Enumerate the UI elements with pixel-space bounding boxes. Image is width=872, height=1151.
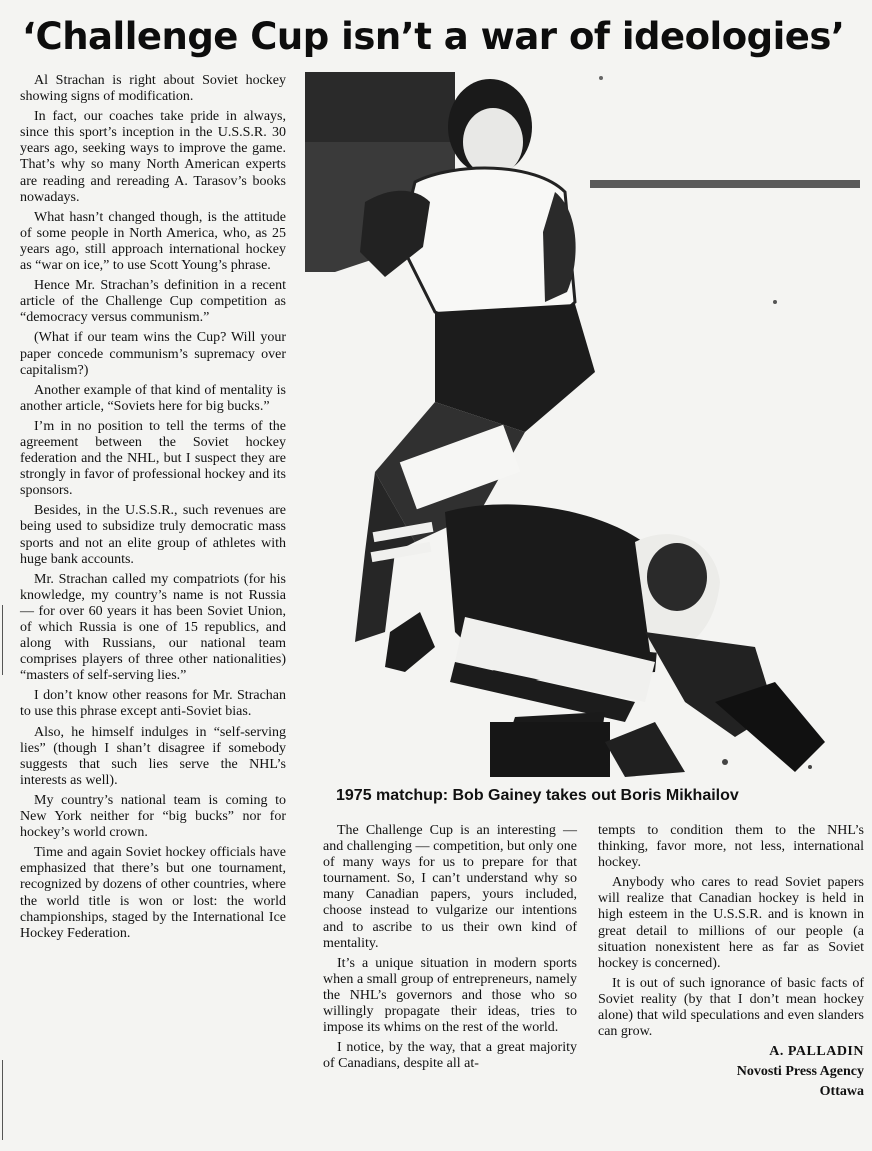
- paragraph: (What if our team wins the Cup? Will your paper concede communism’s supremacy over capitalism?): [20, 330, 286, 378]
- paragraph: Another example of that kind of mentality is another article, “Soviets here for big bucks.”: [20, 382, 286, 414]
- paragraph: It is out of such ignorance of basic facts of Soviet reality (by that I don’t mean hockey alone) that wild speculations and even slanders can grow.: [598, 975, 864, 1040]
- paragraph: Time and again Soviet hockey officials have emphasized that there’s but one tournament, recognized by dozens of other countries, where the world title is won or lost: the world championships, staged by the International Ice Hockey Federation.: [20, 845, 286, 941]
- paragraph: Also, he himself indulges in “self-serving lies” (though I shan’t disagree if somebody suggests that such lies serve the NHL’s interests as well).: [20, 724, 286, 788]
- headline: ‘Challenge Cup isn’t a war of ideologies’: [22, 15, 845, 58]
- author-name: A. PALLADIN: [769, 1044, 864, 1060]
- hockey-players-illustration: [305, 72, 865, 782]
- paragraph: In fact, our coaches take pride in always, since this sport’s inception in the U.S.S.R. 30 years ago, seeking ways to improve the game. That’s why so many North American experts are reading and rereading A. Tarasov’s books nowadays.: [20, 109, 286, 205]
- paragraph: What hasn’t changed though, is the attitude of some people in North America, who, as 25 years ago, still approach international hockey as “war on ice,” to use Scott Young’s phrase.: [20, 209, 286, 274]
- photo-caption: 1975 matchup: Bob Gainey takes out Boris Mikhailov: [336, 787, 739, 804]
- paragraph: I don’t know other reasons for Mr. Strachan to use this phrase except anti-Soviet bias.: [20, 688, 286, 720]
- paragraph: Mr. Strachan called my compatriots (for his knowledge, my country’s name is not Russia — for over 60 years it has been Soviet Union, of which Russia is one of 15 republics, and along with Russians, our national team comprises players of three other nationalities) “masters of self-serving lies.”: [20, 571, 286, 684]
- paragraph: It’s a unique situation in modern sports when a small group of entrepreneurs, namely the NHL’s governors and those who so willingly propagate their ideas, tries to impose its whims on the rest of the world.: [323, 955, 577, 1036]
- margin-rule: [2, 1060, 3, 1140]
- letter-column-2: [323, 823, 577, 1076]
- hockey-photo: [305, 72, 865, 782]
- author-city: Ottawa: [819, 1084, 864, 1100]
- letter-column-3: [598, 823, 864, 1104]
- paragraph: Besides, in the U.S.S.R., such revenues are being used to subsidize truly democratic mass sports and not an elite group of athletes with huge bank accounts.: [20, 503, 286, 567]
- paragraph: Anybody who cares to read Soviet papers will realize that Canadian hockey is held in high esteem in the U.S.S.R. and is known in great detail to millions of our people (a situation nonexistent here as far as Soviet hockey is concerned).: [598, 875, 864, 971]
- paragraph-continuation: tempts to condition them to the NHL’s thinking, favor more, not less, international hockey.: [598, 823, 864, 871]
- paragraph: I notice, by the way, that a great majority of Canadians, despite all at-: [323, 1040, 577, 1072]
- paragraph: The Challenge Cup is an interesting — and challenging — competition, but only one of many ways for us to prepare for that tournament. So, I can’t understand why so many Canadian papers, yours included, choose instead to vulgarize our intentions and to ascribe to us their own kind of mentality.: [323, 823, 577, 951]
- margin-rule: [2, 605, 3, 675]
- paragraph: Al Strachan is right about Soviet hockey showing signs of modification.: [20, 73, 286, 105]
- paragraph: My country’s national team is coming to New York neither for “big bucks” nor for hockey’s world crown.: [20, 792, 286, 841]
- letter-column-1: [20, 73, 286, 946]
- paragraph: Hence Mr. Strachan’s definition in a recent article of the Challenge Cup competition as “democracy versus communism.”: [20, 278, 286, 326]
- paragraph: I’m in no position to tell the terms of the agreement between the Soviet hockey federation and the NHL, but I suspect they are strongly in favor of professional hockey and its sponsors.: [20, 418, 286, 499]
- author-organization: Novosti Press Agency: [736, 1064, 864, 1080]
